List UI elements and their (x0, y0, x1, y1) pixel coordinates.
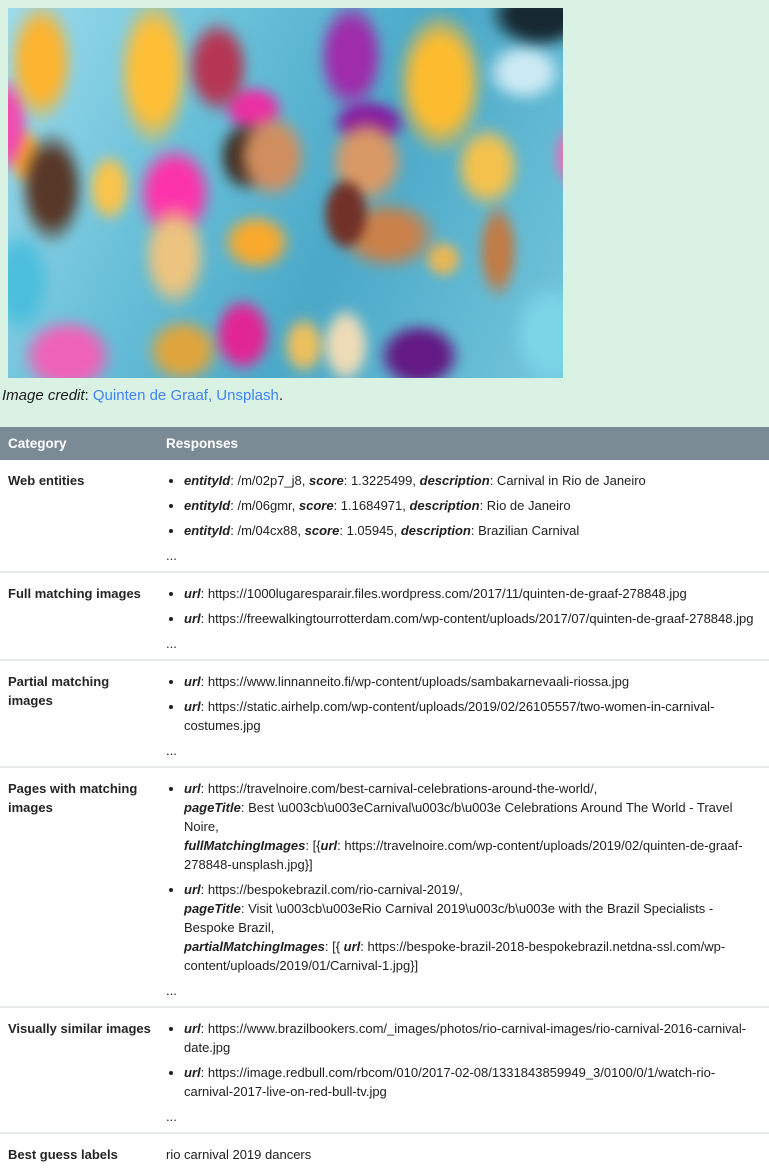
image-credit-label: Image credit (2, 387, 85, 404)
list-item: • entityId: /m/06gmr, score: 1.1684971, description: Rio de Janeiro (184, 496, 755, 515)
response-key: url (184, 586, 201, 601)
response-key: entityId (184, 523, 231, 538)
responses-cell (158, 1133, 769, 1168)
response-key: score (309, 473, 344, 488)
response-key: description (400, 523, 471, 538)
ellipsis-indicator: ... (166, 983, 177, 998)
responses-list (158, 584, 755, 628)
ellipsis-indicator: ... (166, 743, 177, 758)
list-item: • entityId: /m/04cx88, score: 1.05945, description: Brazilian Carnival (184, 521, 755, 540)
response-key: url (184, 882, 201, 897)
image-credit-line (2, 386, 769, 405)
responses-list (158, 779, 755, 975)
carnival-photo (8, 8, 563, 378)
response-key: description (419, 473, 490, 488)
credit-link[interactable]: Quinten de Graaf, Unsplash (92, 387, 279, 404)
list-item: • url: https://travelnoire.com/best-carnival-celebrations-around-the-world/, pageTitle: Best \u003cb\u003eCarnival\u003c/b\u003e Celebrations Around The World - Travel Noire, fullMatchingImages: [{url: https://travelnoire.com/wp-content/uploads/2019/02/quinten-de-graaf-278848-unsplash.jpg}] (184, 779, 755, 874)
responses-list (158, 1019, 755, 1101)
response-key: pageTitle (184, 901, 241, 916)
ellipsis-indicator: ... (166, 636, 177, 651)
category-cell: Web entities (8, 473, 85, 488)
category-cell: Partial matching images (8, 674, 110, 708)
table-row (0, 460, 769, 572)
credit-colon: : (84, 387, 93, 404)
results-table (0, 427, 769, 1168)
response-key: url (343, 939, 361, 954)
header-row (0, 427, 769, 460)
response-key: fullMatchingImages (184, 838, 306, 853)
responses-cell (158, 660, 769, 767)
category-cell: Best guess labels (8, 1147, 118, 1162)
response-key: score (304, 523, 340, 538)
list-item: • url: https://1000lugaresparair.files.wordpress.com/2017/11/quinten-de-graaf-278848.jpg (184, 584, 755, 603)
responses-cell (158, 460, 769, 572)
response-key: url (184, 1065, 201, 1080)
response-key: url (184, 611, 201, 626)
category-cell: Pages with matching images (8, 781, 138, 815)
responses-list (158, 672, 755, 735)
table-row (0, 572, 769, 660)
results-table-head (0, 427, 769, 460)
response-key: partialMatchingImages (184, 939, 325, 954)
responses-list (158, 471, 755, 540)
responses-cell (158, 1007, 769, 1133)
category-cell: Visually similar images (8, 1021, 151, 1036)
list-item: • url: https://bespokebrazil.com/rio-carnival-2019/, pageTitle: Visit \u003cb\u003eRio Carnival 2019\u003c/b\u003e with the Brazil Specialists - Bespoke Brazil, partialMatchingImages: [{ url: https://bespoke-brazil-2018-bespokebrazil.netdna-ssl.com/wp-content/uploads/2019/01/Carnival-1.jpg}] (184, 880, 755, 975)
plain-value: rio carnival 2019 dancers (166, 1147, 312, 1162)
list-item: • url: https://static.airhelp.com/wp-content/uploads/2019/02/26105557/two-women-in-carnival-costumes.jpg (184, 697, 755, 735)
response-key: score (298, 498, 334, 513)
table-row (0, 660, 769, 767)
category-cell: Full matching images (8, 586, 141, 601)
response-key: url (184, 674, 201, 689)
response-key: entityId (184, 473, 231, 488)
results-table-body (0, 460, 769, 1168)
response-key: url (320, 838, 338, 853)
list-item: • url: https://freewalkingtourrotterdam.com/wp-content/uploads/2017/07/quinten-de-graaf-278848.jpg (184, 609, 755, 628)
ellipsis-indicator: ... (166, 548, 177, 563)
response-key: url (184, 699, 201, 714)
table-row (0, 767, 769, 1007)
response-key: url (184, 781, 201, 796)
response-key: url (184, 1021, 201, 1036)
list-item: • url: https://image.redbull.com/rbcom/010/2017-02-08/1331843859949_3/0100/0/1/watch-rio-carnival-2017-live-on-red-bull-tv.jpg (184, 1063, 755, 1101)
list-item: • url: https://www.brazilbookers.com/_images/photos/rio-carnival-images/rio-carnival-2016-carnival-date.jpg (184, 1019, 755, 1057)
category-column-header: Category (0, 427, 158, 460)
credit-period: . (278, 387, 284, 404)
response-key: pageTitle (184, 800, 241, 815)
list-item: • url: https://www.linnanneito.fi/wp-content/uploads/sambakarnevaali-riossa.jpg (184, 672, 755, 691)
response-key: entityId (184, 498, 231, 513)
responses-column-header: Responses (158, 427, 769, 460)
ellipsis-indicator: ... (166, 1109, 177, 1124)
table-row (0, 1007, 769, 1133)
list-item: • entityId: /m/02p7_j8, score: 1.3225499, description: Carnival in Rio de Janeiro (184, 471, 755, 490)
response-key: description (409, 498, 480, 513)
responses-cell (158, 767, 769, 1007)
carnival-photo-art (8, 8, 563, 378)
responses-cell (158, 572, 769, 660)
table-row (0, 1133, 769, 1168)
